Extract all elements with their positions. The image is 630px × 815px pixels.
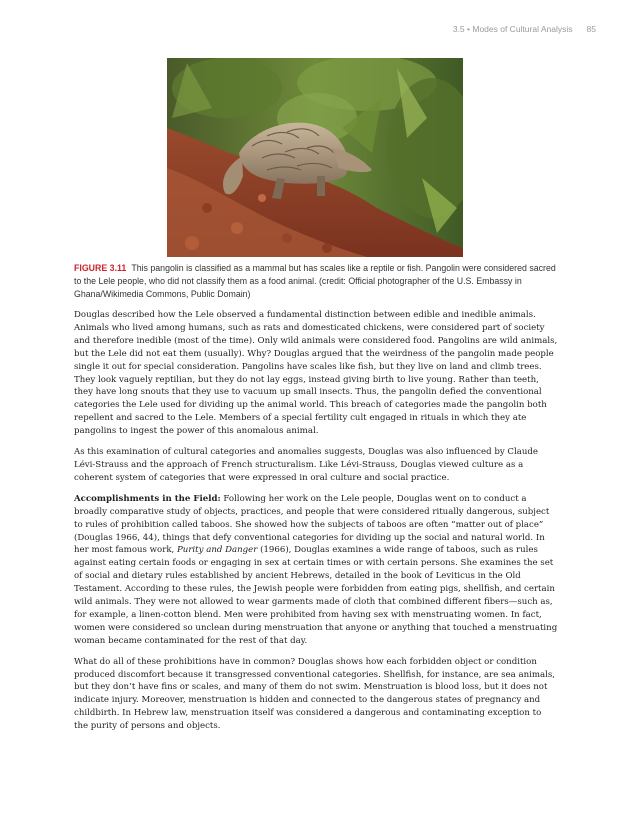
paragraph-lele-animals: Douglas described how the Lele observed a fundamental distinction between edible and inedible animals. Animals who lived among humans, such as rats and domesticated chickens, were considered part of society and therefore inedible (most of the time). Only wild animals were considered food. Pangolins are wild animals, but the Lele did not eat them (usually). Why? Douglas argued that the weirdness of the pangolin made people single it out for special consideration. Pangolins have scales like fish, but they live on land and climb trees. They look vaguely reptilian, but they do not lay eggs, instead giving birth to live young. Rather than teeth, they have long snouts that they use to vacuum up small insects. Thus, the pangolin defied the conventional categories the Lele used for dividing up the animal world. This breach of categories made the pangolin both repellent and sacred to the Lele. Members of a special fertility cult engaged in rituals in which they ate pangolins to ingest the power of this anomalous animal. (74, 310, 558, 437)
paragraph-accomplishments (74, 493, 558, 648)
running-header (0, 24, 596, 34)
pangolin-photo-graphic (167, 58, 463, 257)
figure-label: FIGURE 3.11 (74, 263, 127, 273)
section-title: 3.5 • Modes of Cultural Analysis (452, 24, 573, 34)
paragraph-prohibitions: What do all of these prohibitions have in common? Douglas shows how each forbidden object or condition produced discomfort because it transgressed conventional categories. Shellfish, for instance, are sea animals, but they don’t have fins or scales, and many of them do not swim. Menstruation is blood loss, but it does not indicate injury. Moreover, menstruation is hidden and connected to the dangerous states of pregnancy and childbirth. In Hebrew law, menstruation itself was considered a dangerous and contaminating exception to the purity of persons and objects. (74, 656, 556, 732)
accomplishments-text-b: (1966), Douglas examines a wide range of taboos, such as rules against eating certain foods or engaging in sex at certain times or with certain persons. She examines the set of social and dietary rules established by ancient Hebrews, detailed in the book of Leviticus in the Old Testament. According to these rules, the Jewish people were forbidden from eating pigs, shellfish, and certain wild animals. They were not allowed to wear garments made of cloth that combined different fibers—such as, for example, a linen-cotton blend. Men were prohibited from having sex with menstruating women. In fact, women were considered so unclean during menstruation that anyone or anything that touched a menstruating woman became contaminated for the rest of that day. (74, 545, 558, 646)
body-text (74, 309, 558, 741)
pangolin-photo (167, 58, 463, 257)
figure-caption-text: This pangolin is classified as a mammal but has scales like a reptile or fish. Pangolin were considered sacred to the Lele people, who did not classify them as a food animal. (credit: Official photographer of the U.S. Embassy in Ghana/Wikimedia Commons, Public Domain) (74, 263, 556, 300)
page-number: 85 (586, 24, 596, 34)
paragraph-structuralism: As this examination of cultural categories and anomalies suggests, Douglas was also influenced by Claude Lévi-Strauss and the approach of French structuralism. Like Lévi-Strauss, Douglas viewed culture as a coherent system of categories that were expressed in oral culture and social practice. (74, 447, 538, 483)
figure-caption (74, 262, 556, 302)
book-title: Purity and Danger (177, 545, 258, 556)
accomplishments-heading: Accomplishments in the Field: (74, 493, 221, 504)
accomplishments-text-a: Following her work on the Lele people, Douglas went on to conduct a broadly comparative study of objects, practices, and people that were considered ritually dangerous, subject to rules of prohibition called taboos. She showed how the subjects of taboos are often “matter out of place” (Douglas 1966, 44), things that defy conventional categories for dividing up the social and natural world. In her most famous work, (74, 493, 550, 556)
